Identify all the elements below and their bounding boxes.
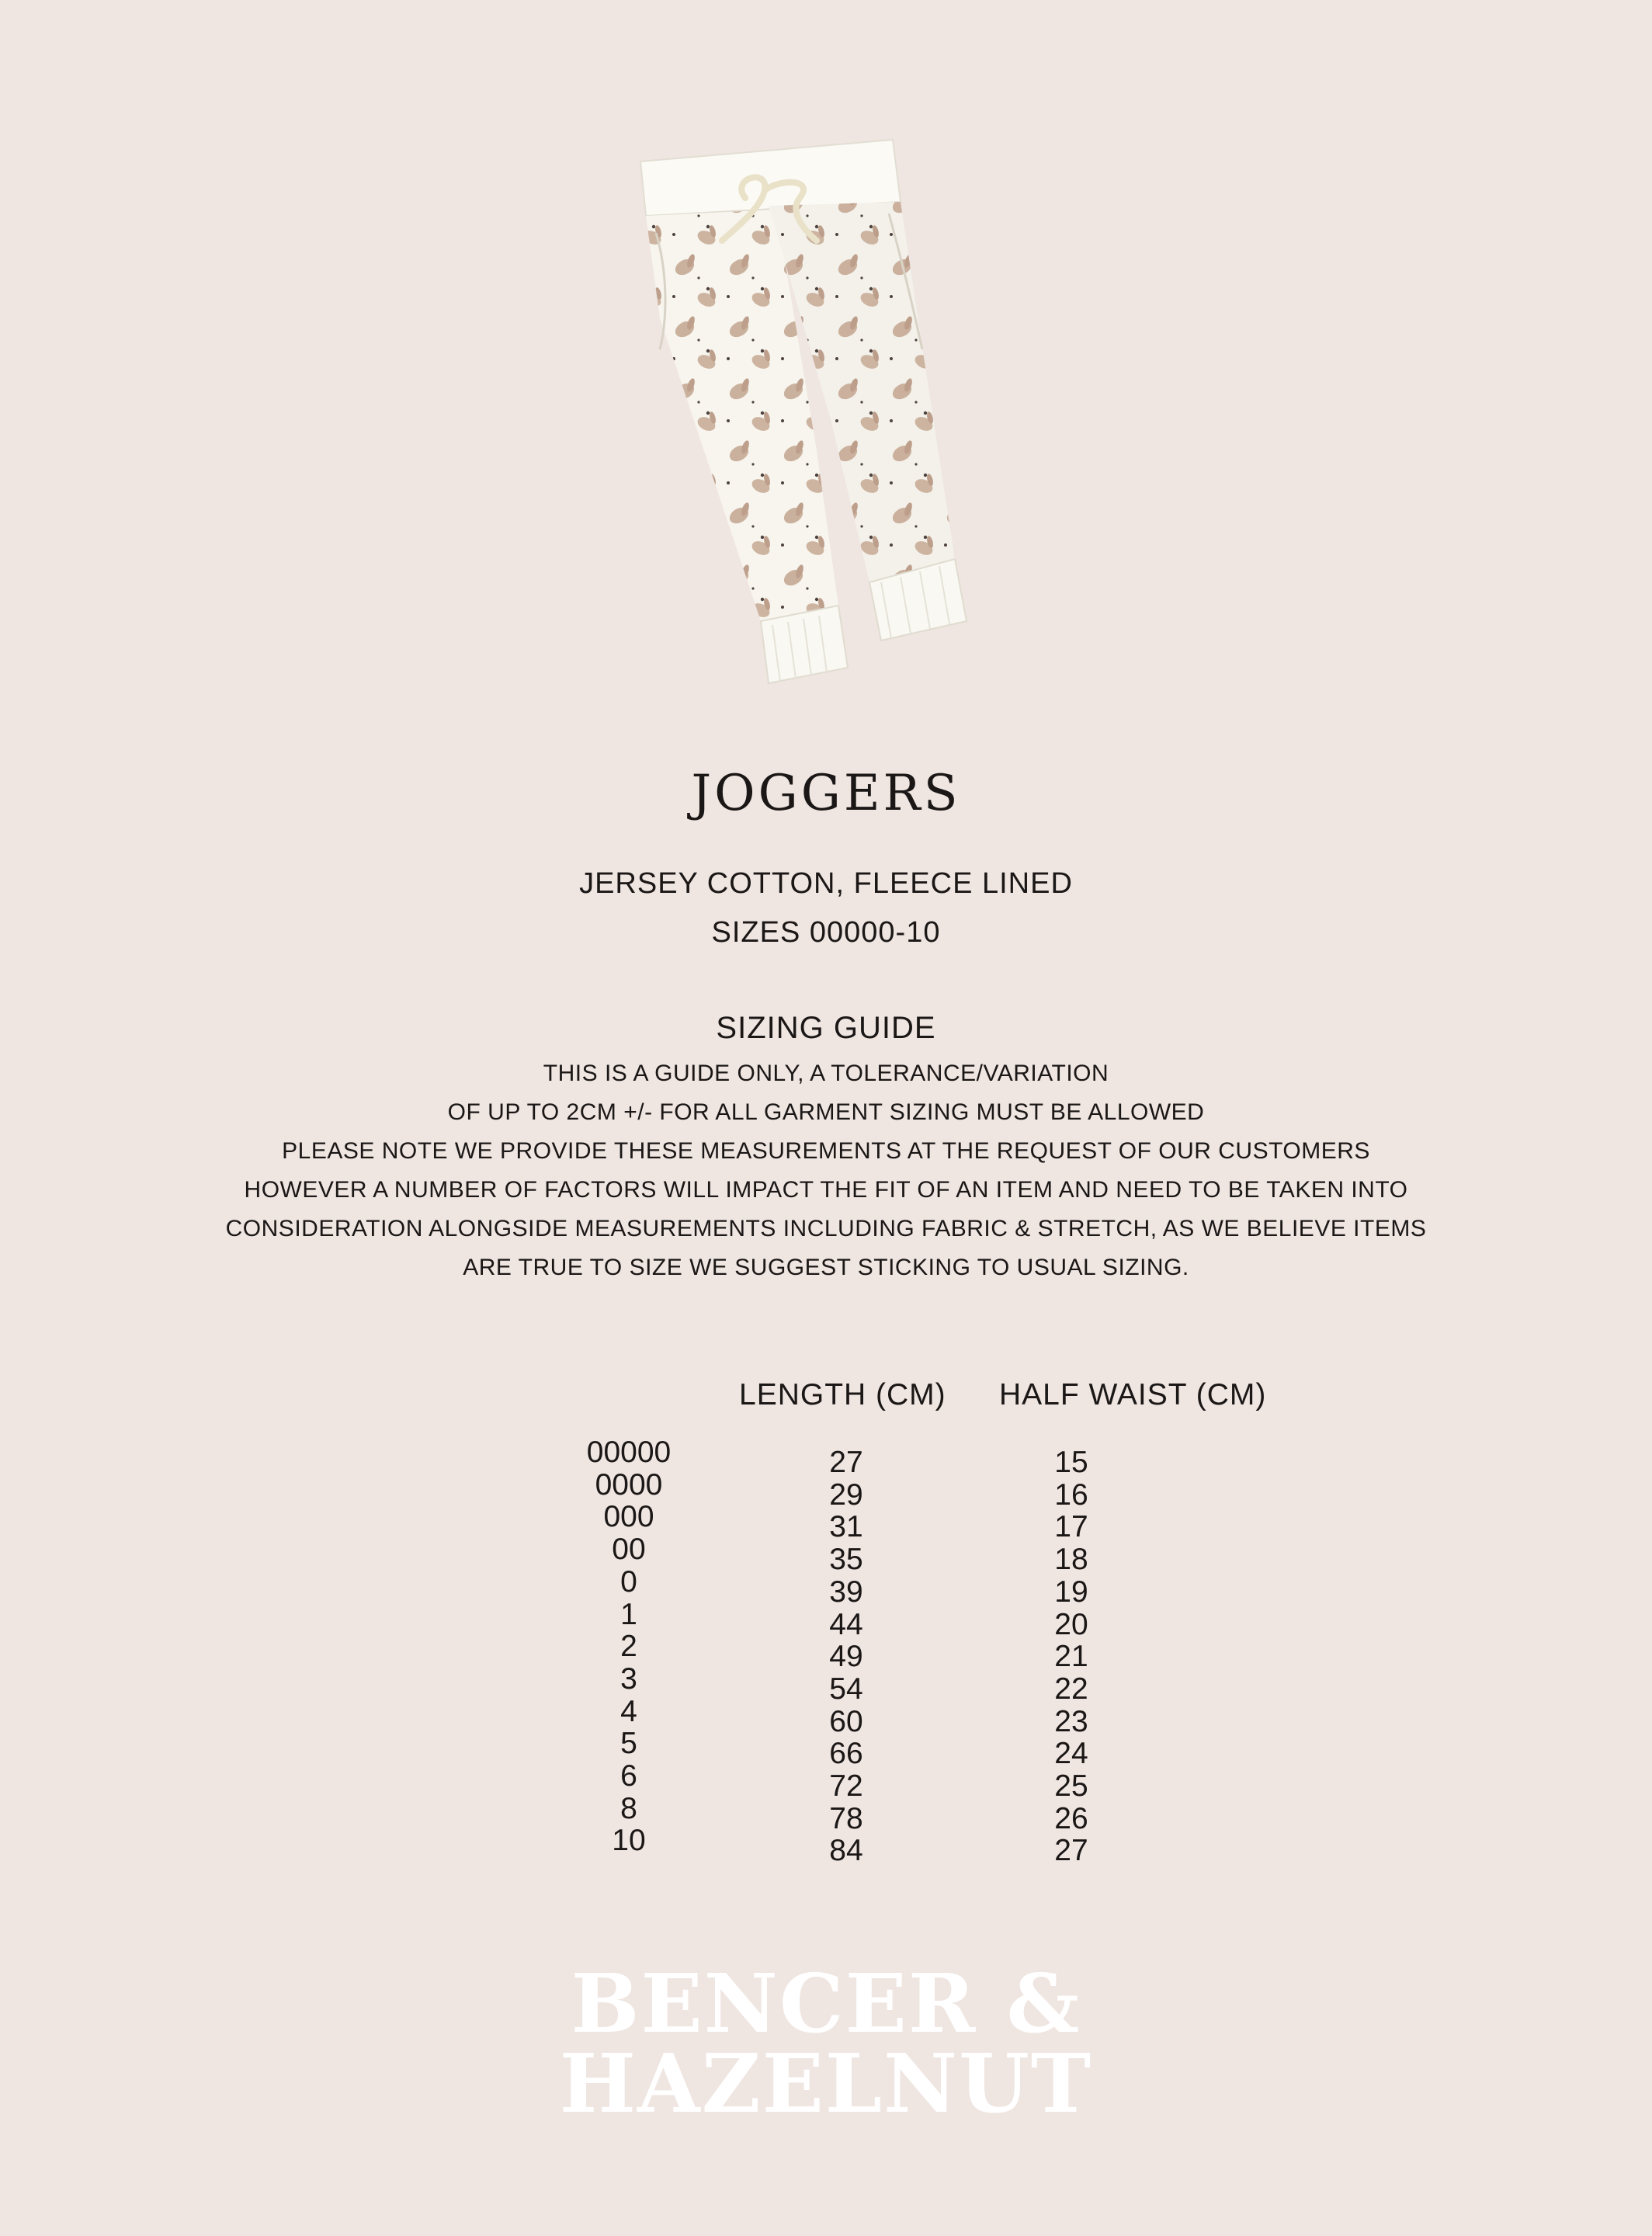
half-waist-cell: 21 xyxy=(1054,1640,1088,1674)
sizing-guide-line: PLEASE NOTE WE PROVIDE THESE MEASUREMENTS AT THE REQUEST OF OUR CUSTOMERS xyxy=(282,1138,1370,1164)
sizing-guide-line: CONSIDERATION ALONGSIDE MEASUREMENTS INCLUDING FABRIC & STRETCH, AS WE BELIEVE ITEMS xyxy=(225,1216,1427,1241)
length-cell: 27 xyxy=(829,1446,863,1479)
half-waist-cell: 24 xyxy=(1054,1737,1088,1771)
half-waist-cell: 25 xyxy=(1054,1769,1088,1804)
half-waist-cell: 26 xyxy=(1054,1801,1088,1835)
length-cell: 78 xyxy=(829,1801,863,1835)
size-cell: 6 xyxy=(620,1759,637,1793)
length-cell: 72 xyxy=(829,1769,863,1804)
half-waist-cell: 20 xyxy=(1054,1607,1088,1641)
sizing-guide-line: HOWEVER A NUMBER OF FACTORS WILL IMPACT THE FIT OF AN ITEM AND NEED TO BE TAKEN INTO xyxy=(244,1177,1408,1203)
product-title: JOGGERS xyxy=(691,765,961,822)
product-size-range: SIZES 00000-10 xyxy=(711,916,941,949)
size-cell: 5 xyxy=(620,1727,637,1761)
size-cell: 4 xyxy=(620,1694,637,1728)
sizing-guide-line: ARE TRUE TO SIZE WE SUGGEST STICKING TO USUAL SIZING. xyxy=(463,1255,1189,1280)
size-cell: 10 xyxy=(612,1824,646,1858)
size-cell: 00000 xyxy=(586,1436,672,1469)
length-cell: 39 xyxy=(829,1575,863,1609)
half-waist-cell: 23 xyxy=(1054,1704,1088,1738)
brand-logo xyxy=(0,1960,1652,2123)
brand-logo-line1: BENCER & xyxy=(571,1960,1081,2051)
sizing-guide-line: THIS IS A GUIDE ONLY, A TOLERANCE/VARIATION xyxy=(543,1061,1109,1086)
length-cell: 29 xyxy=(829,1477,863,1512)
size-column xyxy=(567,1436,691,1857)
length-cell: 31 xyxy=(829,1510,863,1544)
half-waist-cell: 15 xyxy=(1054,1446,1088,1479)
half-waist-cell: 19 xyxy=(1054,1575,1088,1609)
size-cell: 3 xyxy=(620,1661,637,1696)
length-cell: 54 xyxy=(829,1672,863,1706)
half-waist-cell: 27 xyxy=(1054,1834,1088,1868)
length-column xyxy=(800,1446,893,1867)
size-cell: 1 xyxy=(620,1597,637,1631)
half-waist-cell: 17 xyxy=(1054,1510,1088,1544)
length-cell: 66 xyxy=(829,1737,863,1771)
length-cell: 60 xyxy=(829,1704,863,1738)
size-cell: 000 xyxy=(603,1500,654,1534)
joggers-pants-photo xyxy=(613,124,1017,714)
length-cell: 84 xyxy=(829,1834,863,1868)
product-material: JERSEY COTTON, FLEECE LINED xyxy=(579,867,1073,900)
half-waist-column-header: HALF WAIST (CM) xyxy=(999,1378,1267,1411)
length-cell: 35 xyxy=(829,1543,863,1577)
half-waist-column xyxy=(1025,1446,1118,1867)
length-cell: 49 xyxy=(829,1640,863,1674)
length-column-header: LENGTH (CM) xyxy=(739,1378,946,1411)
size-cell: 00 xyxy=(612,1533,646,1567)
half-waist-cell: 18 xyxy=(1054,1543,1088,1577)
brand-logo-line2: HAZELNUT xyxy=(559,2036,1093,2123)
half-waist-cell: 16 xyxy=(1054,1477,1088,1512)
length-cell: 44 xyxy=(829,1607,863,1641)
size-cell: 8 xyxy=(620,1791,637,1825)
size-cell: 0000 xyxy=(595,1467,663,1502)
size-cell: 2 xyxy=(620,1630,637,1664)
half-waist-cell: 22 xyxy=(1054,1672,1088,1706)
sizing-guide-heading: SIZING GUIDE xyxy=(716,1011,936,1045)
sizing-guide-line: OF UP TO 2CM +/- FOR ALL GARMENT SIZING MUST BE ALLOWED xyxy=(447,1099,1205,1125)
sizing-guide-text xyxy=(0,1054,1652,1287)
size-cell: 0 xyxy=(620,1564,637,1599)
